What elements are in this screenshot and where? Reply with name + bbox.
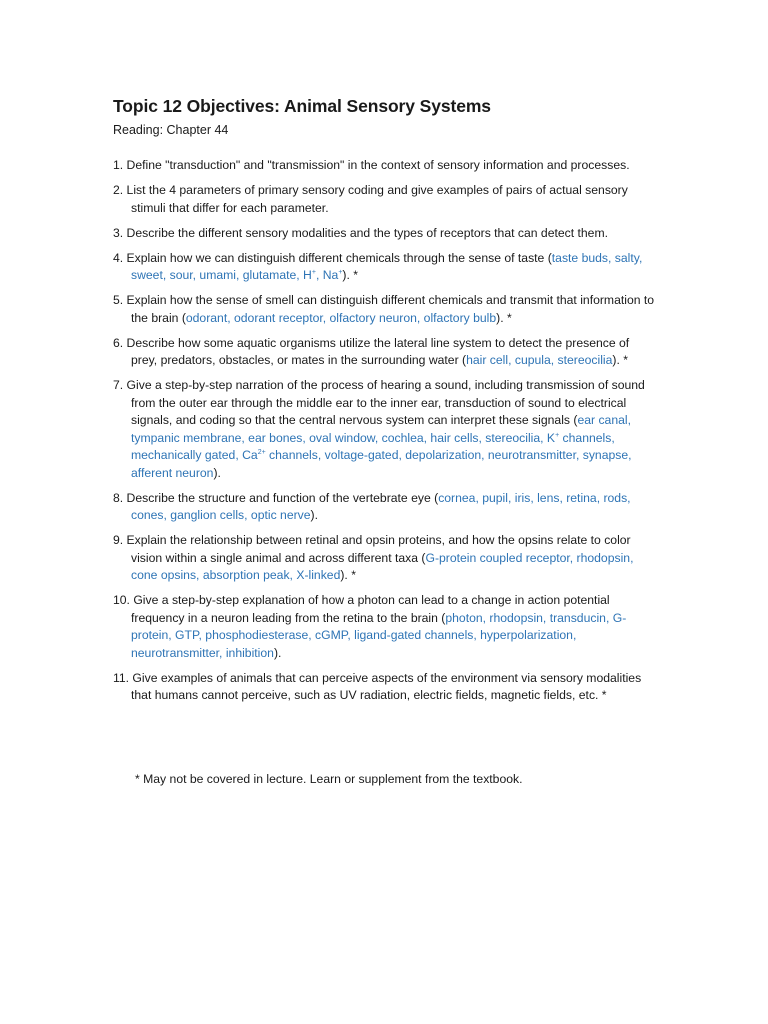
keyword-text: taste buds, salty, sweet, sour, umami, glutamate, H [131,250,643,282]
objective-item [113,225,658,243]
objective-text: 2. List the 4 parameters of primary sensory coding and give examples of pairs of actual sensory stimuli that differ for each parameter. [113,183,628,215]
objective-text: 1. Define "transduction" and "transmission" in the context of sensory information and processes. [113,158,630,172]
objective-item [113,335,658,370]
objective-text: ). * [342,268,358,282]
keyword-text: + [555,431,560,439]
keyword-text: + [338,268,343,276]
document-page [113,94,658,712]
objective-item [113,377,658,482]
objective-text: 9. Explain the relationship between retinal and opsin proteins, and how the opsins relate to color vision within a single animal and across different taxa ( [113,533,631,565]
keyword-text: odorant, odorant receptor, olfactory neuron, olfactory bulb [185,310,497,325]
objective-text: ). [213,465,221,480]
objective-item [113,157,658,175]
objective-text: ). [310,508,318,522]
objective-text: 3. Describe the different sensory modalities and the types of receptors that can detect them. [113,225,608,240]
objective-item [113,182,658,217]
keyword-text: cornea, pupil, iris, lens, retina, rods, cones, ganglion cells, optic nerve [131,490,631,522]
objective-text: 10. Give a step-by-step explanation of how a photon can lead to a change in action potential frequency in a neuron leading from the retina to the brain ( [113,593,610,625]
keyword-text: 2+ [257,448,266,456]
keyword-text: G-protein coupled receptor, rhodopsin, cone opsins, absorption peak, X-linked [131,550,634,582]
keyword-text: channels, mechanically gated, Ca [131,430,615,462]
keyword-text: , Na [315,268,339,282]
keyword-text: ear canal, tympanic membrane, ear bones, oval window, cochlea, hair cells, stereocilia, K [131,413,631,445]
objective-text: ). * [340,568,356,582]
objective-item [113,532,658,585]
footnote: * May not be covered in lecture. Learn or supplement from the textbook. [135,772,523,786]
objective-text: 4. Explain how we can distinguish different chemicals through the sense of taste ( [113,250,552,265]
objective-text: 7. Give a step-by-step narration of the process of hearing a sound, including transmission of sound from the outer ear through the middle ear to the inner ear, transduction of sound to electrical signals, and coding so that the central nervous system can interpret these signals ( [113,378,645,427]
keyword-text: hair cell, cupula, stereocilia [466,353,613,367]
objective-item [113,670,658,705]
reading-assignment: Reading: Chapter 44 [113,123,229,137]
objective-text: ). [273,645,282,660]
keyword-text: channels, voltage-gated, depolarization, neurotransmitter, synapse, afferent neuron [131,448,632,480]
keyword-text: + [311,268,316,276]
objective-text: ). * [496,310,512,325]
objective-text: 6. Describe how some aquatic organisms utilize the lateral line system to detect the presence of prey, predators, obstacles, or mates in the surrounding water ( [113,335,630,367]
objective-item [113,250,658,285]
objective-item [113,592,658,662]
objective-text: 11. Give examples of animals that can perceive aspects of the environment via sensory modalities that humans cannot perceive, such as UV radiation, electric fields, magnetic fields, etc. * [113,670,642,702]
keyword-text: photon, rhodopsin, transducin, G-protein, GTP, phosphodiesterase, cGMP, ligand-gated channels, hyperpolarization, neurotransmitter, inhibition [131,610,627,660]
objective-item [113,490,658,525]
objective-text: 8. Describe the structure and function of the vertebrate eye ( [113,490,439,505]
objective-item [113,292,658,327]
page-title: Topic 12 Objectives: Animal Sensory Systems [113,96,491,116]
objective-text: ). * [612,353,628,367]
objective-text: 5. Explain how the sense of smell can distinguish different chemicals and transmit that information to the brain ( [113,293,655,325]
objectives-list [113,157,658,705]
